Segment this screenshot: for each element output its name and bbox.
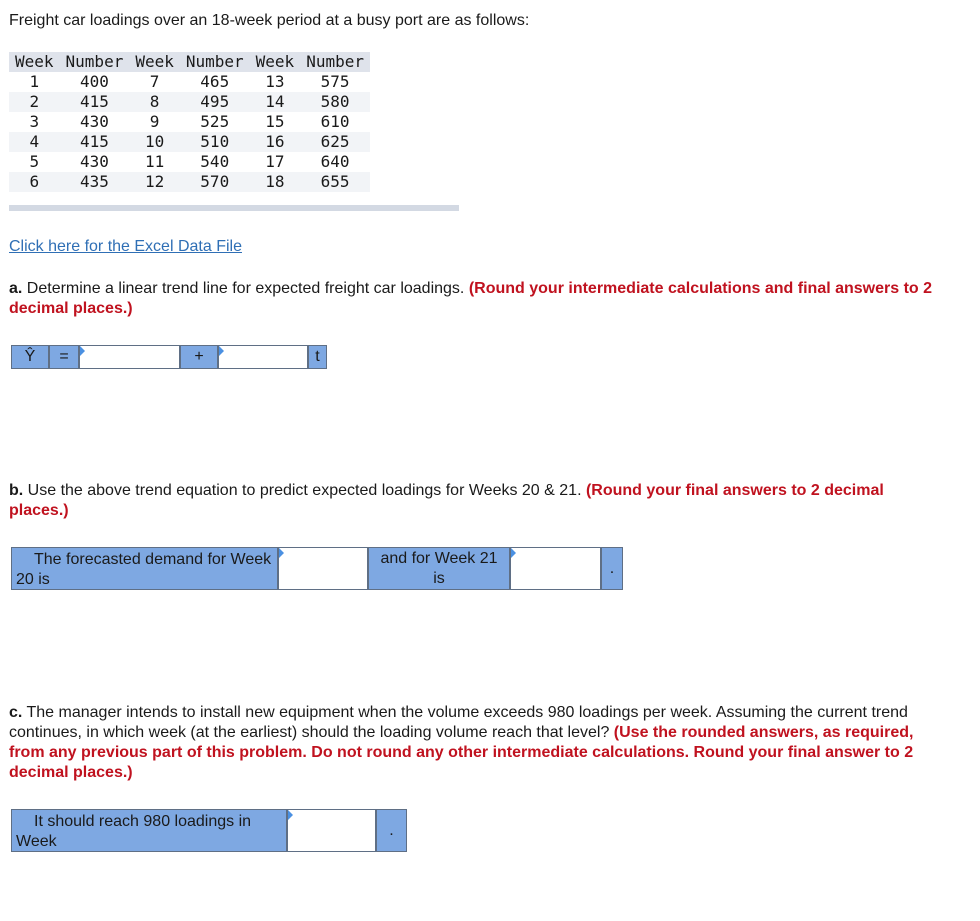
intercept-input-field[interactable] <box>79 345 180 369</box>
table-cell: 495 <box>180 92 250 112</box>
week-21-input[interactable] <box>511 548 600 589</box>
table-cell: 430 <box>79 112 109 131</box>
part-b-question <box>9 481 939 521</box>
table-cell: 14 <box>250 92 301 112</box>
table-cell: 580 <box>300 92 370 112</box>
part-b-period: . <box>601 547 623 590</box>
table-cell: 15 <box>265 112 285 131</box>
table-row <box>9 72 370 92</box>
week-20-input[interactable] <box>279 548 367 589</box>
week-21-input-field[interactable] <box>510 547 601 590</box>
table-cell: 640 <box>320 152 350 171</box>
part-a-label: a. <box>9 280 23 297</box>
table-row <box>9 172 370 192</box>
week-20-input-field[interactable] <box>278 547 368 590</box>
table-cell: 8 <box>129 92 180 112</box>
table-row <box>9 112 370 132</box>
table-cell: 435 <box>60 172 130 192</box>
table-cell: 16 <box>250 132 301 152</box>
input-marker-icon <box>288 810 293 820</box>
excel-data-link[interactable]: Click here for the Excel Data File <box>9 238 242 255</box>
table-cell: 570 <box>180 172 250 192</box>
week-reach-input-field[interactable] <box>287 809 376 852</box>
week-reach-label: It should reach 980 loadings in Week <box>11 809 287 852</box>
input-marker-icon <box>80 346 85 356</box>
table-cell: 3 <box>29 112 40 131</box>
table-cell: 13 <box>265 72 285 91</box>
table-cell: 17 <box>265 152 285 171</box>
table-cell: 1 <box>29 72 40 91</box>
slope-input-field[interactable] <box>218 345 308 369</box>
table-cell: 525 <box>200 112 230 131</box>
intercept-input[interactable] <box>80 346 179 368</box>
part-a-note: (Round your intermediate calculations and final answers to 2 decimal places.) <box>9 280 933 317</box>
table-cell: 9 <box>149 112 160 131</box>
table-cell: 5 <box>29 152 40 171</box>
table-cell: 400 <box>79 72 109 91</box>
table-cell: 12 <box>129 172 180 192</box>
table-cell: 415 <box>60 92 130 112</box>
table-cell: 625 <box>300 132 370 152</box>
table-cell: 655 <box>300 172 370 192</box>
table-cell: 540 <box>200 152 230 171</box>
table-cell: 415 <box>60 132 130 152</box>
part-a-question <box>9 279 939 319</box>
input-marker-icon <box>219 346 224 356</box>
table-cell: 610 <box>320 112 350 131</box>
data-table <box>9 52 370 192</box>
table-header-cell: Week <box>129 52 180 72</box>
part-b-note: (Round your final answers to 2 decimal places.) <box>9 482 884 519</box>
table-header-row <box>9 52 370 72</box>
table-cell: 4 <box>9 132 60 152</box>
table-cell: 465 <box>200 72 230 91</box>
yhat-label: Ŷ <box>11 345 49 369</box>
input-marker-icon <box>511 548 516 558</box>
table-cell: 11 <box>144 152 165 171</box>
table-cell: 18 <box>250 172 301 192</box>
table-cell: 10 <box>129 132 180 152</box>
part-c-label: c. <box>9 704 23 721</box>
input-marker-icon <box>279 548 284 558</box>
week-20-label: The forecasted demand for Week 20 is <box>11 547 278 590</box>
table-cell: 430 <box>79 152 109 171</box>
part-c-period: . <box>376 809 407 852</box>
table-cell: 575 <box>320 72 350 91</box>
table-row <box>9 92 370 112</box>
table-row <box>9 132 370 152</box>
table-header-cell: Week <box>9 52 60 72</box>
table-cell: 2 <box>9 92 60 112</box>
part-c-question <box>9 703 934 783</box>
part-c-text: The manager intends to install new equipment when the volume exceeds 980 loadings per week. Assuming the current trend continues, in which week (at the earliest) should the loading volume reach that level? <box>9 704 908 741</box>
t-variable-label: t <box>308 345 327 369</box>
part-b-text: Use the above trend equation to predict expected loadings for Weeks 20 & 21. <box>27 482 582 499</box>
part-c-note: (Use the rounded answers, as required, from any previous part of this problem. Do not round any other intermediate calculations. Round your final answer to 2 decimal places.) <box>9 724 914 781</box>
week-reach-input[interactable] <box>288 810 375 851</box>
table-header-cell: Number <box>60 52 130 72</box>
plus-sign: + <box>180 345 218 369</box>
table-cell: 6 <box>9 172 60 192</box>
week-21-label: and for Week 21 is <box>368 547 510 590</box>
table-header-cell: Number <box>300 52 370 72</box>
part-a-text: Determine a linear trend line for expected freight car loadings. <box>26 280 465 297</box>
table-cell: 7 <box>149 72 160 91</box>
table-body <box>9 72 370 192</box>
table-row <box>9 152 370 172</box>
table-header-cell: Number <box>180 52 250 72</box>
table-bottom-bar <box>9 205 459 211</box>
part-b-label: b. <box>9 482 24 499</box>
slope-input[interactable] <box>219 346 307 368</box>
table-header-cell: Week <box>250 52 301 72</box>
equals-sign: = <box>49 345 79 369</box>
intro-text: Freight car loadings over an 18-week period at a busy port are as follows: <box>9 12 530 29</box>
table-cell: 510 <box>180 132 250 152</box>
